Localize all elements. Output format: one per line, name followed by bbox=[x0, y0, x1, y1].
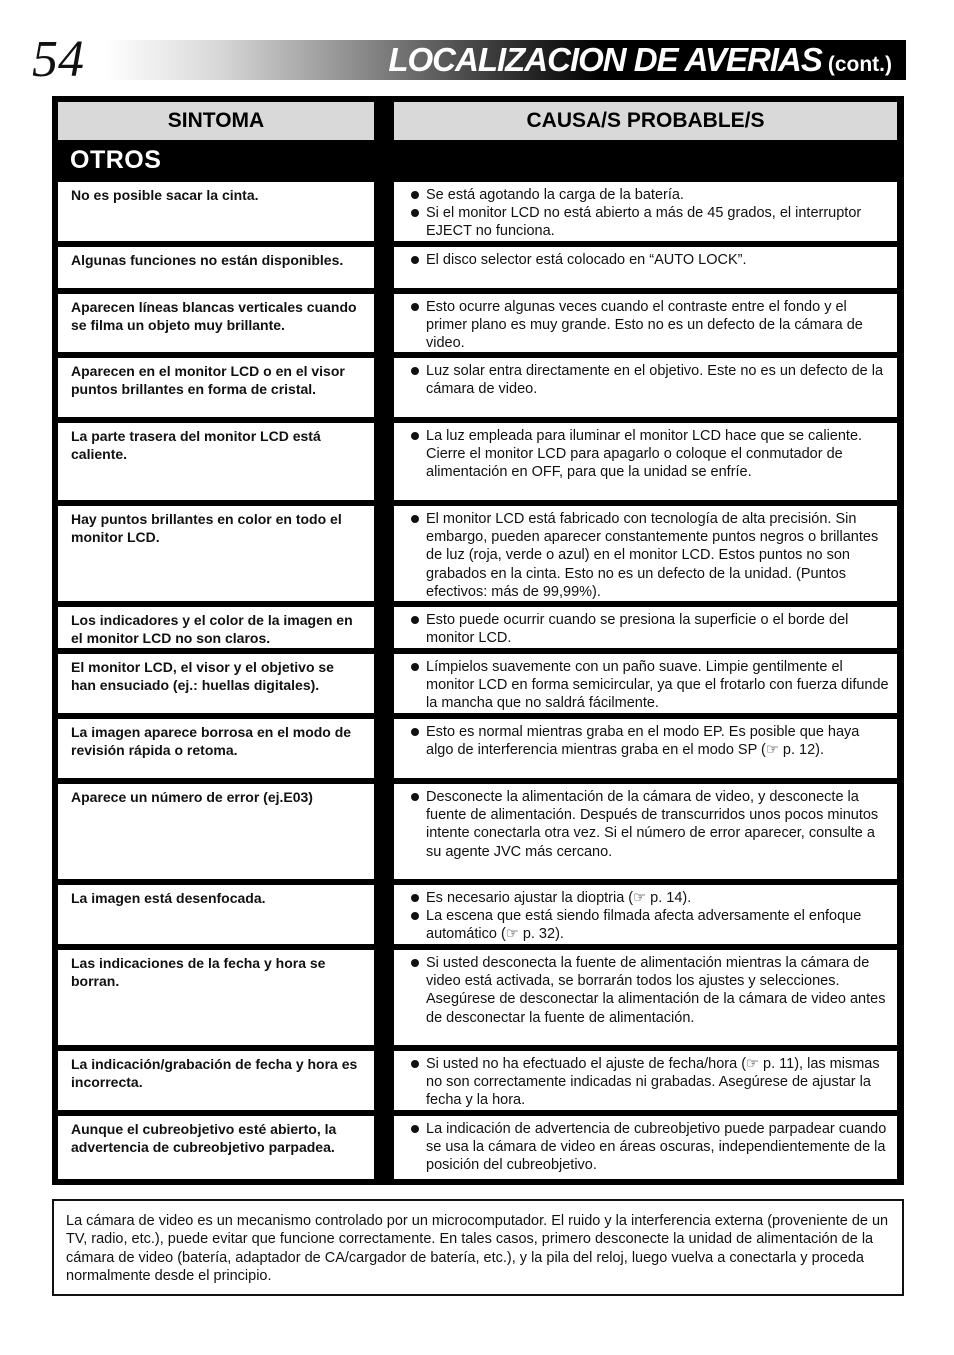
page-title bbox=[388, 40, 892, 80]
symptom-cell: No es posible sacar la cinta. bbox=[58, 182, 374, 241]
cause-bullet: Desconecte la alimentación de la cámara de video, y desconecte la fuente de alimentación. Después de transcurridos unos pocos minutos intente conectarla otra vez. Si el número de error aparecer, consulte a su agente JVC más cercano. bbox=[408, 788, 889, 861]
page-number: 54 bbox=[32, 31, 84, 88]
cause-cell bbox=[394, 1116, 897, 1179]
table-row bbox=[58, 1116, 897, 1179]
symptom-cell: La parte trasera del monitor LCD está caliente. bbox=[58, 423, 374, 500]
cause-bullet: La luz empleada para iluminar el monitor LCD hace que se caliente. Cierre el monitor LCD para apagarlo o coloque el conmutador de alimentación en OFF, para que la unidad se enfríe. bbox=[408, 427, 889, 482]
cause-bullet: El monitor LCD está fabricado con tecnología de alta precisión. Sin embargo, pueden aparecer constantemente puntos negros o brillantes de luz (roja, verde o azul) en el monitor LCD. Estos puntos no son grabados en la cinta. Esto no es un defecto de la unidad. (Puntos efectivos: más de 99,99%). bbox=[408, 510, 889, 601]
table-row bbox=[58, 506, 897, 601]
cause-cell bbox=[394, 654, 897, 713]
table-row bbox=[58, 247, 897, 288]
table-row bbox=[58, 719, 897, 778]
symptom-cell: Aparecen líneas blancas verticales cuando se filma un objeto muy brillante. bbox=[58, 294, 374, 352]
cause-bullet: Se está agotando la carga de la batería. bbox=[408, 186, 889, 204]
table-row bbox=[58, 182, 897, 241]
cause-cell bbox=[394, 423, 897, 500]
troubleshooting-table bbox=[52, 96, 904, 1185]
table-row bbox=[58, 1051, 897, 1110]
note-box: La cámara de video es un mecanismo controlado por un microcomputador. El ruido y la interferencia externa (proveniente de un TV, radio, etc.), puede evitar que funcione correctamente. En tales casos, primero desconecte la unidad de alimentación de la cámara de video (batería, adaptador de CA/cargador de batería, etc.), y la pila del reloj, luego vuelva a conectarla y proceda normalmente desde el principio. bbox=[52, 1199, 904, 1296]
cause-bullet: El disco selector está colocado en “AUTO LOCK”. bbox=[408, 251, 889, 269]
table-row bbox=[58, 294, 897, 352]
header-symptom: SINTOMA bbox=[58, 102, 374, 140]
cause-bullet: Si usted no ha efectuado el ajuste de fecha/hora (☞ p. 11), las mismas no son correctamente indicadas ni grabadas. Asegúrese de ajustar la fecha y la hora. bbox=[408, 1055, 889, 1110]
cause-cell bbox=[394, 182, 897, 241]
cause-bullet: Esto es normal mientras graba en el modo EP. Es posible que haya algo de interferencia mientras graba en el modo SP (☞ p. 12). bbox=[408, 723, 889, 759]
cause-cell bbox=[394, 719, 897, 778]
cause-cell bbox=[394, 784, 897, 879]
title-bar bbox=[106, 40, 906, 80]
symptom-cell: Aunque el cubreobjetivo esté abierto, la advertencia de cubreobjetivo parpadea. bbox=[58, 1116, 374, 1179]
table-row bbox=[58, 607, 897, 648]
symptom-cell: La imagen está desenfocada. bbox=[58, 885, 374, 944]
table-row bbox=[58, 784, 897, 879]
cause-cell bbox=[394, 358, 897, 417]
cause-bullet: Esto puede ocurrir cuando se presiona la superficie o el borde del monitor LCD. bbox=[408, 611, 889, 647]
table-row bbox=[58, 358, 897, 417]
cause-bullet: Luz solar entra directamente en el objetivo. Este no es un defecto de la cámara de video. bbox=[408, 362, 889, 398]
cause-cell bbox=[394, 506, 897, 601]
cause-cell bbox=[394, 885, 897, 944]
symptom-cell: Aparece un número de error (ej.E03) bbox=[58, 784, 374, 879]
cause-bullet: La indicación de advertencia de cubreobjetivo puede parpadear cuando se usa la cámara de video en áreas oscuras, independientemente de la posición del cubreobjetivo. bbox=[408, 1120, 889, 1175]
section-label: OTROS bbox=[70, 146, 162, 174]
symptom-cell: Algunas funciones no están disponibles. bbox=[58, 247, 374, 288]
cause-cell bbox=[394, 294, 897, 352]
table-row bbox=[58, 885, 897, 944]
page-header bbox=[30, 30, 906, 88]
table-row bbox=[58, 654, 897, 713]
symptom-cell: Las indicaciones de la fecha y hora se borran. bbox=[58, 950, 374, 1045]
page-title-suffix: (cont.) bbox=[827, 53, 892, 76]
symptom-cell: El monitor LCD, el visor y el objetivo se han ensuciado (ej.: huellas digitales). bbox=[58, 654, 374, 713]
symptom-cell: La imagen aparece borrosa en el modo de revisión rápida o retoma. bbox=[58, 719, 374, 778]
symptom-cell: Hay puntos brillantes en color en todo el monitor LCD. bbox=[58, 506, 374, 601]
symptom-cell: Los indicadores y el color de la imagen en el monitor LCD no son claros. bbox=[58, 607, 374, 648]
cause-cell bbox=[394, 607, 897, 648]
cause-bullet: Si usted desconecta la fuente de alimentación mientras la cámara de video está activada, se borrarán todos los ajustes y selecciones. Asegúrese de desconectar la alimentación de la cámara de video antes de desconectar la fuente de alimentación. bbox=[408, 954, 889, 1027]
cause-bullet: Si el monitor LCD no está abierto a más de 45 grados, el interruptor EJECT no funciona. bbox=[408, 204, 889, 240]
symptom-cell: La indicación/grabación de fecha y hora es incorrecta. bbox=[58, 1051, 374, 1110]
cause-cell bbox=[394, 950, 897, 1045]
cause-bullet: Esto ocurre algunas veces cuando el contraste entre el fondo y el primer plano es muy grande. Esto no es un defecto de la cámara de video. bbox=[408, 298, 889, 353]
cause-cell bbox=[394, 247, 897, 288]
cause-bullet: La escena que está siendo filmada afecta adversamente el enfoque automático (☞ p. 32). bbox=[408, 907, 889, 943]
symptom-cell: Aparecen en el monitor LCD o en el visor puntos brillantes en forma de cristal. bbox=[58, 358, 374, 417]
page-title-main: LOCALIZACION DE AVERIAS bbox=[388, 41, 822, 78]
cause-bullet: Es necesario ajustar la dioptria (☞ p. 14). bbox=[408, 889, 889, 907]
table-row bbox=[58, 950, 897, 1045]
table-row bbox=[58, 423, 897, 500]
header-cause: CAUSA/S PROBABLE/S bbox=[394, 102, 897, 140]
cause-cell bbox=[394, 1051, 897, 1110]
cause-bullet: Límpielos suavemente con un paño suave. Limpie gentilmente el monitor LCD en forma semicircular, ya que el frotarlo con fuerza difunde la mancha que no saldrá fácilmente. bbox=[408, 658, 889, 713]
